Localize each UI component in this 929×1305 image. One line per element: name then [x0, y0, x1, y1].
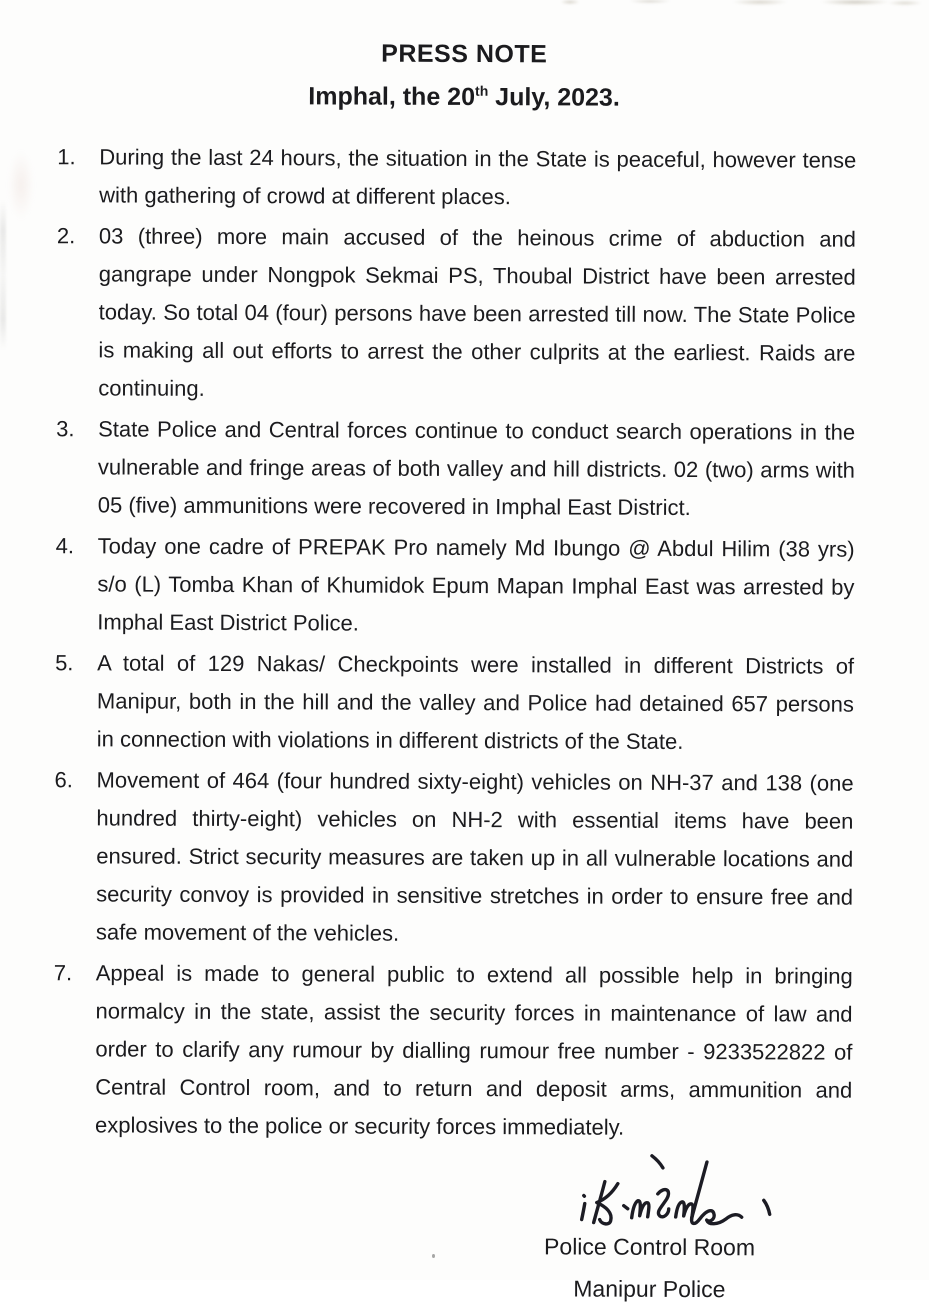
item-text: State Police and Central forces continue to conduct search operations in the vulnerable and fringe areas of both valley and hill districts. 02 (two) arms with 05 (five) ammunitions were recovered in Imphal East District.	[97, 416, 856, 520]
item-number: 2.	[56, 223, 76, 249]
item-number: 4.	[55, 533, 75, 559]
item-text: Movement of 464 (four hundred sixty-eight) vehicles on NH-37 and 138 (one hundred thirty-eight) vehicles on NH-2 with essential items have been ensured. Strict security measures are taken up in all vulnerable locations and security convoy is provided in sensitive stretches in order to ensure free and safe movement of the vehicles.	[95, 767, 854, 946]
list-item	[53, 954, 853, 1147]
item-text: 03 (three) more main accused of the heinous crime of abduction and gangrape under Nongpok Sekmai PS, Thoubal District have been arrested today. So total 04 (four) persons have been arrested till now. The State Police is making all out efforts to arrest the other culprits at the earliest. Raids are continuing.	[98, 223, 857, 401]
numbered-paragraph-list	[0, 138, 928, 1148]
item-text: During the last 24 hours, the situation in the State is peaceful, however tense with gathering of crowd at different places.	[99, 144, 857, 210]
list-item	[54, 761, 854, 954]
list-item	[55, 527, 854, 644]
list-item	[55, 644, 854, 761]
page-title: PRESS NOTE	[381, 39, 548, 69]
signature-office: Police Control Room	[544, 1233, 756, 1261]
signature-scrawl-icon	[568, 1149, 783, 1230]
item-text: Today one cadre of PREPAK Pro namely Md Ibungo @ Abdul Hilim (38 yrs) s/o (L) Tomba Khan of Khumidok Epum Mapan Imphal East was arrested by Imphal East District Police.	[97, 533, 855, 636]
item-number: 3.	[56, 416, 75, 442]
item-number: 5.	[55, 650, 74, 676]
item-number: 1.	[57, 144, 76, 170]
item-text: A total of 129 Nakas/ Checkpoints were installed in different Districts of Manipur, both in the hill and the valley and Police had detained 657 persons in connection with violations in different districts of the State.	[96, 650, 855, 754]
list-item	[56, 217, 856, 410]
list-item	[56, 410, 855, 527]
signature-org: Manipur Police	[573, 1275, 726, 1303]
item-number: 6.	[54, 767, 74, 793]
item-number: 7.	[53, 960, 73, 986]
dateline-suffix: July, 2023.	[488, 83, 620, 112]
item-text: Appeal is made to general public to extend all possible help in bringing normalcy in the state, assist the security forces in maintenance of law and order to clarify any rumour by dialling rumour free number - 9233522822 of Central Control room, and to return and deposit arms, ammunition and explosives to the police or security forces immediately.	[95, 960, 853, 1140]
signature-block	[499, 1149, 800, 1304]
dateline-prefix: Imphal, the 20	[308, 82, 476, 112]
document-header	[0, 0, 929, 114]
dateline	[0, 81, 929, 114]
dateline-ordinal-suffix: th	[475, 82, 489, 99]
list-item	[57, 138, 856, 217]
